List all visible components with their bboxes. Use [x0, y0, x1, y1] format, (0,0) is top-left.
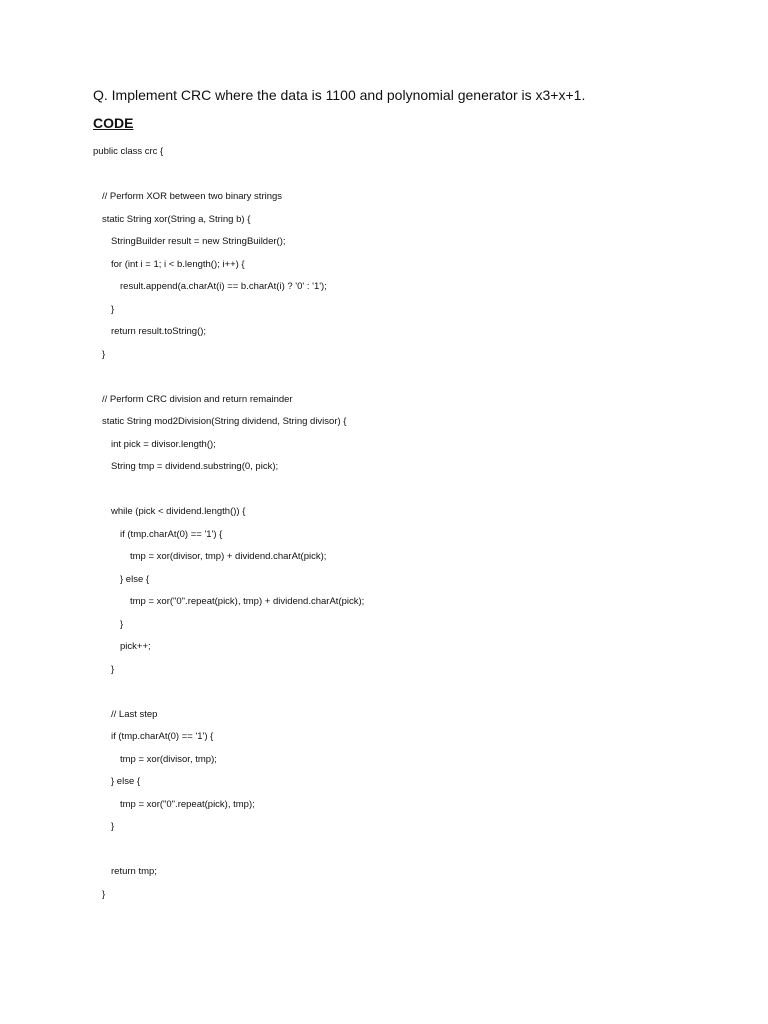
code-line: pick++; [120, 641, 151, 652]
code-line: } [111, 663, 115, 675]
code-line: tmp = xor(divisor, tmp) + dividend.charAt(pick); [130, 551, 327, 562]
code-line: return tmp; [111, 866, 157, 877]
code-line: if (tmp.charAt(0) == '1') { [120, 528, 223, 540]
code-block [93, 141, 364, 906]
code-line: } [111, 303, 115, 315]
code-heading: CODE [93, 115, 134, 131]
code-line: } [111, 821, 115, 832]
code-line [93, 839, 364, 862]
code-line: tmp = xor("0".repeat(pick), tmp); [120, 798, 255, 810]
code-line: String tmp = dividend.substring(0, pick); [111, 461, 279, 472]
code-line: tmp = xor("0".repeat(pick), tmp) + dividend.charAt(pick); [130, 596, 365, 607]
code-line: } else { [111, 776, 141, 787]
code-line: StringBuilder result = new StringBuilder(); [111, 236, 286, 247]
code-line: } [102, 888, 106, 900]
code-line: result.append(a.charAt(i) == b.charAt(i) ? '0' : '1'); [120, 281, 327, 292]
code-line: } else { [120, 573, 150, 585]
code-line: int pick = divisor.length(); [111, 438, 216, 450]
code-line: } [102, 348, 106, 360]
code-line: tmp = xor(divisor, tmp); [120, 753, 217, 765]
code-line: static String mod2Division(String dividend, String divisor) { [102, 416, 347, 427]
code-line: } [120, 618, 124, 630]
code-line [93, 681, 364, 704]
code-line [93, 366, 364, 389]
code-line: for (int i = 1; i < b.length(); i++) { [111, 258, 245, 270]
code-line: // Perform XOR between two binary strings [102, 191, 283, 202]
code-line: // Last step [111, 708, 158, 720]
code-line [93, 479, 364, 502]
question-text: Q. Implement CRC where the data is 1100 and polynomial generator is x3+x+1. [93, 87, 586, 103]
code-line: // Perform CRC division and return remainder [102, 393, 293, 405]
code-line: static String xor(String a, String b) { [102, 213, 251, 225]
code-line: public class crc { [93, 146, 164, 157]
code-line: while (pick < dividend.length()) { [111, 506, 246, 517]
code-line: if (tmp.charAt(0) == '1') { [111, 731, 214, 742]
code-line: return result.toString(); [111, 326, 207, 337]
code-line [93, 164, 364, 187]
